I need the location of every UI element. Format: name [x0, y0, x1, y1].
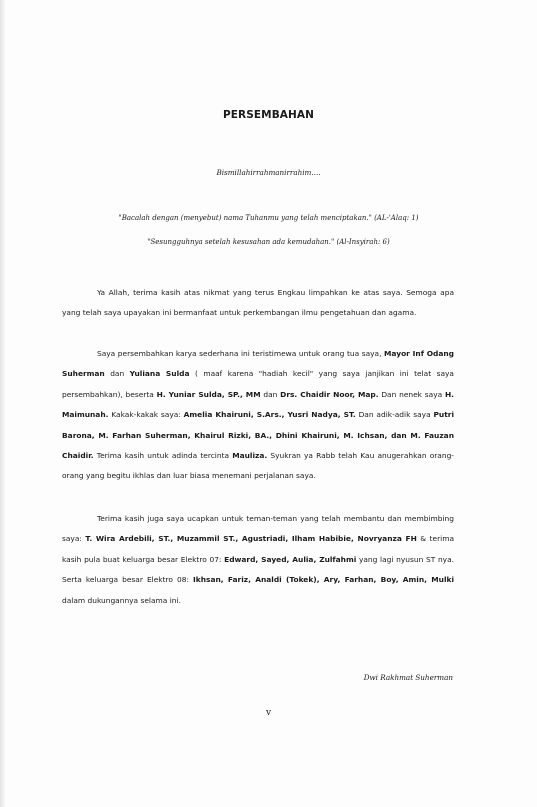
paragraph-prayer: Ya Allah, terima kasih atas nikmat yang terus Engkau limpahkan ke atas saya. Semoga apa yang telah saya upayakan ini bermanfaat untuk perkembangan ilmu pengetahuan dan agama.: [62, 288, 454, 318]
bold-name-run: Mayor Inf Odang Suherman: [62, 349, 455, 379]
text-run: Dan nenek saya: [378, 389, 445, 399]
text-run: yang lagi nyusun ST nya. Serta keluarga besar Elektro 08:: [62, 554, 454, 585]
basmalah-text: Bismillahirrahmanirrahim....: [216, 168, 321, 177]
bold-name-run: H. Yuniar Sulda, SP., MM: [156, 389, 261, 399]
bold-name-run: Amelia Khairuni, S.Ars., Yusri Nadya, ST.: [183, 410, 356, 420]
author-signature: Dwi Rakhmat Suherman: [363, 673, 453, 682]
text-run: Terima kasih untuk adinda tercinta: [93, 451, 233, 461]
text-run: dan: [104, 369, 130, 379]
bold-name-run: Edward, Sayed, Aulia, Zulfahmi: [224, 554, 357, 564]
bold-name-run: T. Wira Ardebili, ST., Muzammil ST., Agustriadi, Ilham Habibie, Novryanza FH: [85, 534, 417, 544]
quote-al-insyirah: "Sesungguhnya setelah kesusahan ada kemudahan." (Al-Insyirah: 6): [147, 238, 390, 246]
bold-name-run: Mauliza.: [232, 451, 268, 461]
bold-name-run: H. Maimunah.: [62, 389, 455, 420]
bold-name-run: Drs. Chaidir Noor, Map.: [280, 389, 379, 399]
text-run: dalam dukungannya selama ini.: [62, 595, 181, 605]
text-run: Terima kasih juga saya ucapkan untuk teman-teman yang telah membantu dan membimbing saya:: [62, 514, 454, 544]
text-run: Syukran ya Rabb telah Kau anugerahkan orang-orang yang begitu ikhlas dan luar biasa menemani perjalanan saya.: [62, 451, 454, 481]
page-number: v: [265, 708, 272, 718]
text-run: Saya persembahkan karya sederhana ini teristimewa untuk orang tua saya,: [97, 349, 385, 358]
page-title: PERSEMBAHAN: [222, 109, 315, 121]
page-edge-shadow: [0, 0, 6, 807]
paragraph-dedication-family: [62, 344, 454, 487]
bold-name-run: Putri Barona, M. Farhan Suherman, Khairul Rizki, BA., Dhini Khairuni, M. Ichsan, dan M. Fauzan Chaidir.: [62, 410, 454, 461]
text-run: Kakak-kakak saya:: [108, 410, 184, 420]
bold-name-run: Ikhsan, Fariz, Analdi (Tokek), Ary, Farhan, Boy, Amin, Mulki: [193, 575, 454, 585]
bold-name-run: Yuliana Sulda: [129, 369, 190, 379]
quote-al-alaq: "Bacalah dengan (menyebut) nama Tuhanmu yang telah menciptakan." (AL-'Alaq: 1): [118, 214, 419, 222]
paragraph-thanks-friends: [62, 509, 454, 611]
text-run: dan: [260, 389, 281, 399]
text-run: & terima kasih pula buat keluarga besar Elektro 07:: [62, 534, 454, 564]
text-run: ( maaf karena "hadiah kecil" yang saya janjikan ini telat saya persembahkan), beserta: [62, 369, 454, 399]
text-run: Dan adik-adik saya: [355, 410, 434, 420]
